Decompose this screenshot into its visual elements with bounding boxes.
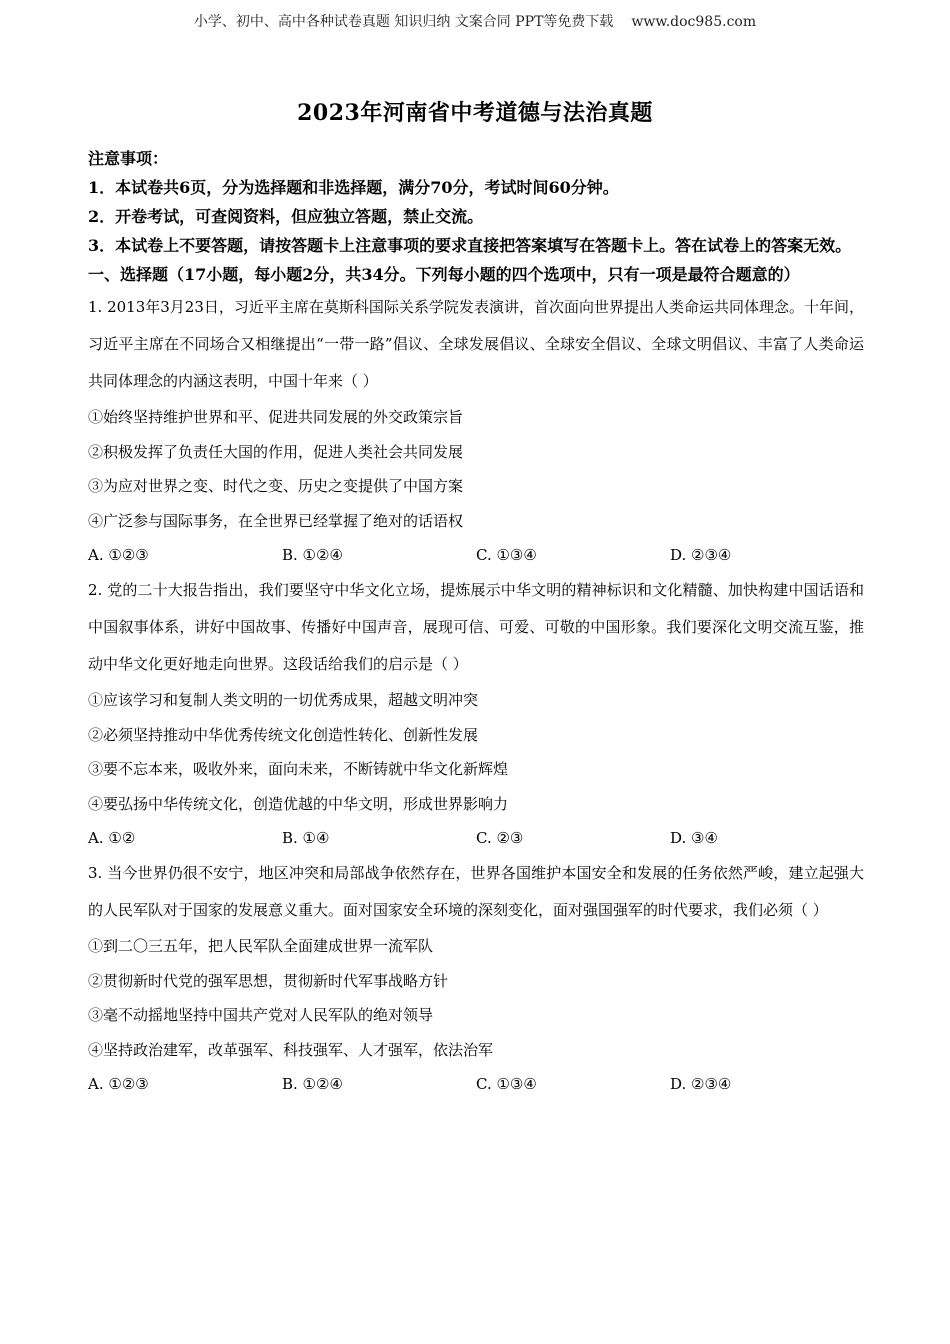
option-a[interactable]: A. ①② (88, 829, 136, 847)
question-statement: ④要弘扬中华传统文化，创造优越的中华文明，形成世界影响力 (88, 794, 509, 813)
notice-item-2: 2．开卷考试，可查阅资料，但应独立答题，禁止交流。 (88, 207, 484, 226)
notice-heading: 注意事项： (88, 149, 169, 168)
option-a[interactable]: A. ①②③ (88, 546, 149, 564)
option-b[interactable]: B. ①④ (282, 829, 330, 847)
question-statement: ②必须坚持推动中华优秀传统文化创造性转化、创新性发展 (88, 725, 479, 744)
section-heading: 一、选择题（17小题，每小题2分，共34分。下列每小题的四个选项中，只有一项是最符合题意的） (88, 265, 800, 284)
question-stem: 2. 党的二十大报告指出，我们要坚守中华文化立场，提炼展示中华文明的精神标识和文化精髓、加快构建中国话语和中国叙事体系，讲好中国故事、传播好中国声音，展现可信、可爱、可敬的中国形象。我们要深化文明交流互鉴，推动中华文化更好地走向世界。这段话给我们的启示是（ ） (88, 581, 864, 673)
option-c[interactable]: C. ①③④ (476, 546, 537, 564)
question-statement: ④广泛参与国际事务，在全世界已经掌握了绝对的话语权 (88, 511, 464, 530)
notice-item-3: 3．本试卷上不要答题，请按答题卡上注意事项的要求直接把答案填写在答题卡上。答在试卷上的答案无效。 (88, 236, 852, 255)
question-statement: ③要不忘本来，吸收外来，面向未来，不断铸就中华文化新辉煌 (88, 760, 509, 778)
question-statement: ①应该学习和复制人类文明的一切优秀成果，超越文明冲突 (88, 691, 479, 709)
option-d[interactable]: D. ②③④ (670, 1075, 732, 1093)
question-statement: ①到二〇三五年，把人民军队全面建成世界一流军队 (88, 937, 434, 955)
question-3 (88, 855, 864, 1101)
header-site-link[interactable]: www.doc985.com (631, 14, 757, 30)
option-a[interactable]: A. ①②③ (88, 1075, 149, 1093)
option-b[interactable]: B. ①②④ (282, 546, 343, 564)
answer-options (88, 1067, 864, 1101)
option-d[interactable]: D. ②③④ (670, 546, 732, 564)
question-statement: ②积极发挥了负责任大国的作用，促进人类社会共同发展 (88, 442, 464, 461)
option-c[interactable]: C. ②③ (476, 829, 524, 847)
option-c[interactable]: C. ①③④ (476, 1075, 537, 1093)
question-statement: ②贯彻新时代党的强军思想，贯彻新时代军事战略方针 (88, 971, 449, 990)
answer-options (88, 821, 864, 855)
page-header (0, 12, 950, 32)
question-statement: ③为应对世界之变、时代之变、历史之变提供了中国方案 (88, 477, 464, 495)
answer-options (88, 538, 864, 572)
question-statement: ③毫不动摇地坚持中国共产党对人民军队的绝对领导 (88, 1006, 434, 1024)
header-text: 小学、初中、高中各种试卷真题 知识归纳 文案合同 PPT等免费下载 (193, 14, 614, 30)
question-stem: 3. 当今世界仍很不安宁，地区冲突和局部战争依然存在，世界各国维护本国安全和发展的任务依然严峻，建立起强大的人民军队对于国家的发展意义重大。面对国家安全环境的深刻变化，面对强国强军的时代要求，我们必须（ ） (88, 864, 864, 919)
notice-item-1: 1．本试卷共6页，分为选择题和非选择题，满分70分，考试时间60分钟。 (88, 178, 619, 197)
document-body (88, 144, 864, 1101)
question-2 (88, 572, 864, 855)
question-1 (88, 289, 864, 572)
question-statement: ④坚持政治建军，改革强军、科技强军、人才强军，依法治军 (88, 1040, 494, 1059)
option-d[interactable]: D. ③④ (670, 829, 718, 847)
option-b[interactable]: B. ①②④ (282, 1075, 343, 1093)
page-title: 2023年河南省中考道德与法治真题 (297, 100, 653, 126)
question-stem: 1. 2013年3月23日，习近平主席在莫斯科国际关系学院发表演讲，首次面向世界提出人类命运共同体理念。十年间，习近平主席在不同场合又相继提出“一带一路”倡议、全球发展倡议、全球安全倡议、全球文明倡议、丰富了人类命运共同体理念的内涵这表明，中国十年来（ ） (88, 298, 864, 390)
question-statement: ①始终坚持维护世界和平、促进共同发展的外交政策宗旨 (88, 408, 464, 426)
